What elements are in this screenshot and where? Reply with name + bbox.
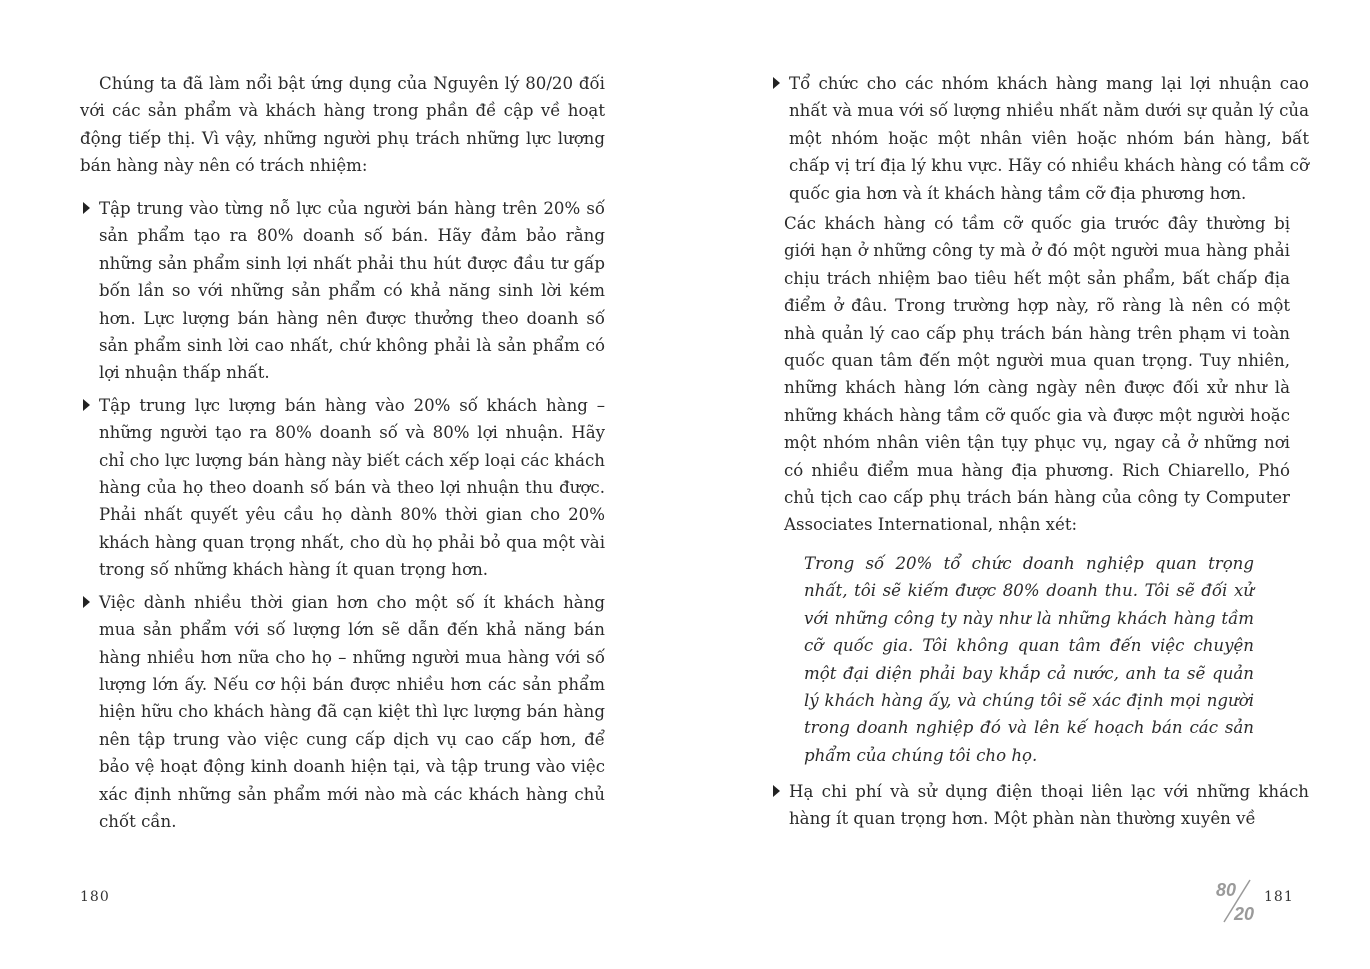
list-item	[80, 195, 605, 387]
bullet-arrow-icon	[773, 785, 780, 797]
bullet-text: Tập trung vào từng nỗ lực của người bán hàng trên 20% số sản phẩm tạo ra 80% doanh số bán. Hãy đảm bảo rằng những sản phẩm sinh lợi nhất phải thu hút được đầu tư gấp bốn lần so với những sản phẩm có khả năng sinh lời kém hơn. Lực lượng bán hàng nên được thưởng theo doanh số sản phẩm sinh lời cao nhất, chứ không phải là sản phẩm có lợi nhuận thấp nhất.	[99, 199, 605, 383]
bullet-text: Hạ chi phí và sử dụng điện thoại liên lạc với những khách hàng ít quan trọng hơn. Một phàn nàn thường xuyên về	[789, 782, 1309, 829]
right-page	[770, 0, 1310, 969]
intro-paragraph: Chúng ta đã làm nổi bật ứng dụng của Nguyên lý 80/20 đối với các sản phẩm và khách hàng trong phần đề cập về hoạt động tiếp thị. Vì vậy, những người phụ trách những lực lượng bán hàng này nên có trách nhiệm:	[80, 74, 605, 176]
left-bullet-list	[80, 195, 605, 840]
bullet-arrow-icon	[773, 77, 780, 89]
bullet-arrow-icon	[83, 596, 90, 608]
list-item	[770, 778, 1309, 833]
logo-bottom-number: 20	[1234, 904, 1255, 924]
block-quote: Trong số 20% tổ chức doanh nghiệp quan trọng nhất, tôi sẽ kiếm được 80% doanh thu. Tôi sẽ đối xử với những công ty này như là những khách hàng tầm cỡ quốc gia. Tôi không quan tâm đến việc chuyện một đại diện phải bay khắp cả nước, anh ta sẽ quản lý khách hàng ấy, và chúng tôi sẽ xác định mọi người trong doanh nghiệp đó và lên kế hoạch bán các sản phẩm của chúng tôi cho họ.	[804, 554, 1254, 765]
bullet-text: Tổ chức cho các nhóm khách hàng mang lại lợi nhuận cao nhất và mua với số lượng nhiều nhất nằm dưới sự quản lý của một nhóm hoặc một nhân viên hoặc nhóm bán hàng, bất chấp vị trí địa lý khu vực. Hãy có nhiều khách hàng có tầm cỡ quốc gia hơn và ít khách hàng tầm cỡ địa phương hơn.	[789, 74, 1310, 203]
list-item	[80, 392, 605, 584]
page-number-left: 180	[80, 889, 110, 905]
list-item	[80, 589, 605, 836]
list-item	[770, 70, 1309, 207]
left-page	[80, 0, 605, 969]
bullet-arrow-icon	[83, 202, 90, 214]
bullet-text: Việc dành nhiều thời gian hơn cho một số ít khách hàng mua sản phẩm với số lượng lớn sẽ dẫn đến khả năng bán hàng nhiều hơn nữa cho họ – những người mua hàng với số lượng lớn ấy. Nếu cơ hội bán được nhiều hơn các sản phẩm hiện hữu cho khách hàng đã cạn kiệt thì lực lượng bán hàng nên tập trung vào việc cung cấp dịch vụ cao cấp hơn, để bảo vệ hoạt động kinh doanh hiện tại, và tập trung vào việc xác định những sản phẩm mới nào mà các khách hàng chủ chốt cần.	[99, 592, 605, 831]
80-20-logo-icon	[1214, 878, 1264, 924]
bullet-text: Tập trung lực lượng bán hàng vào 20% số khách hàng – những người tạo ra 80% doanh số và 80% lợi nhuận. Hãy chỉ cho lực lượng bán hàng này biết cách xếp loại các khách hàng của họ theo doanh số bán và theo lợi nhuận thu được. Phải nhất quyết yêu cầu họ dành 80% thời gian cho 20% khách hàng quan trọng nhất, cho dù họ phải bỏ qua một vài trong số những khách hàng ít quan trọng hơn.	[99, 395, 605, 580]
bullet-arrow-icon	[83, 399, 90, 411]
body-paragraph: Các khách hàng có tầm cỡ quốc gia trước đây thường bị giới hạn ở những công ty mà ở đó một người mua hàng phải chịu trách nhiệm bao tiêu hết một sản phẩm, bất chấp địa điểm ở đâu. Trong trường hợp này, rõ ràng là nên có một nhà quản lý cao cấp phụ trách bán hàng trên phạm vi toàn quốc quan tâm đến một người mua quan trọng. Tuy nhiên, những khách hàng lớn càng ngày nên được đối xử như là những khách hàng tầm cỡ quốc gia và được một người hoặc một nhóm nhân viên tận tụy phục vụ, ngay cả ở những nơi có nhiều điểm mua hàng địa phương. Rich Chiarello, Phó chủ tịch cao cấp phụ trách bán hàng của công ty Computer Associates International, nhận xét:	[784, 214, 1290, 535]
logo-top-number: 80	[1216, 880, 1237, 900]
page-number-right: 181	[1264, 889, 1294, 905]
